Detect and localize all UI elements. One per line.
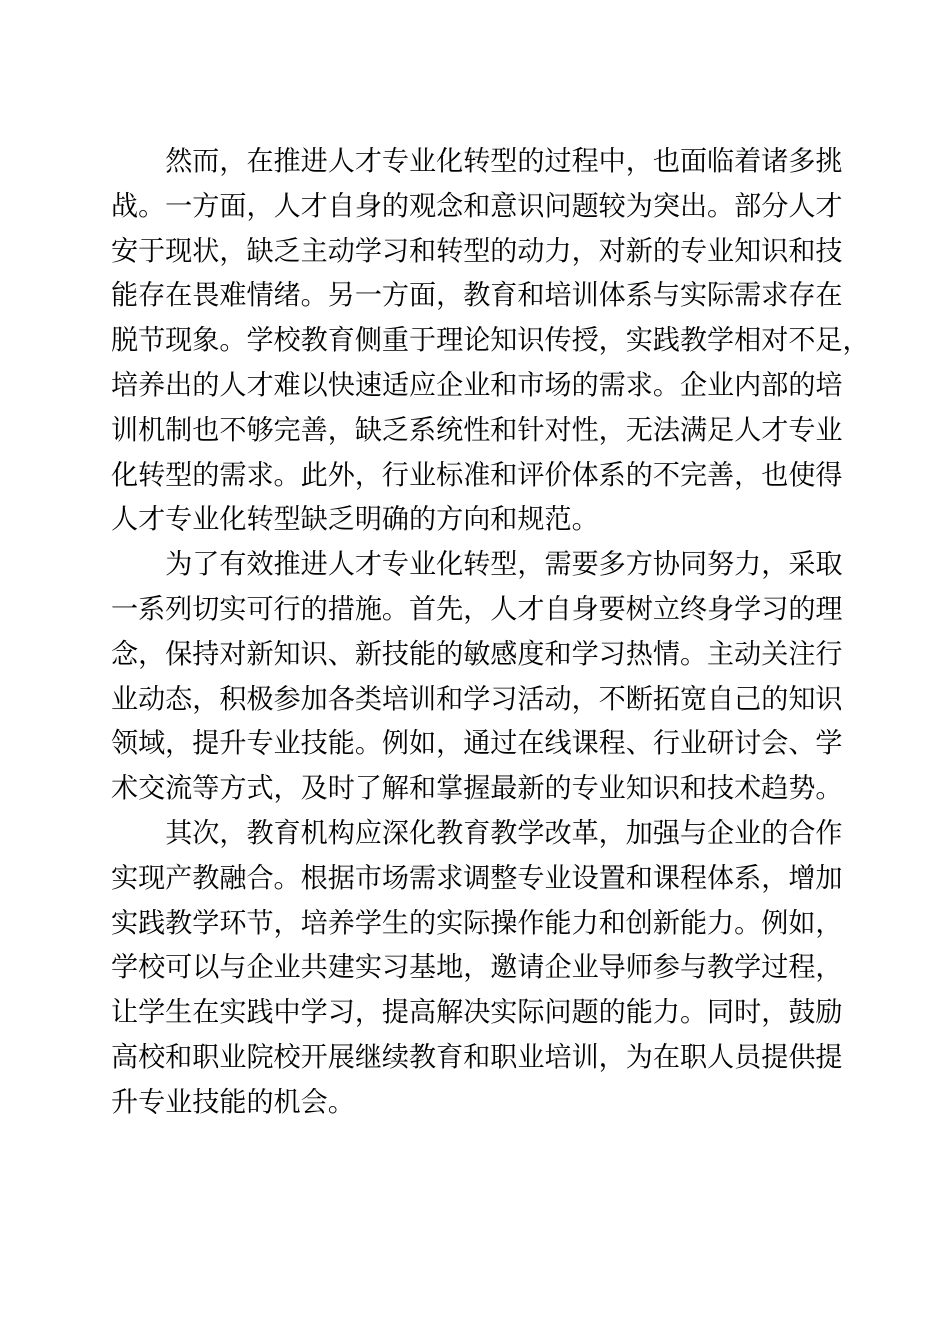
text-line: 高校和职业院校开展继续教育和职业培训，为在职人员提供提 (111, 1041, 843, 1072)
text-line: 化转型的需求。此外，行业标准和评价体系的不完善，也使得 (111, 459, 843, 490)
text-line: 念，保持对新知识、新技能的敏感度和学习热情。主动关注行 (111, 638, 843, 669)
text-line: 实现产教融合。根据市场需求调整专业设置和课程体系，增加 (111, 862, 843, 893)
text-line: 让学生在实践中学习，提高解决实际问题的能力。同时，鼓励 (111, 997, 843, 1028)
document-body (111, 139, 870, 1125)
text-line: 领域，提升专业技能。例如，通过在线课程、行业研讨会、学 (111, 728, 843, 759)
text-line: 能存在畏难情绪。另一方面，教育和培训体系与实际需求存在 (111, 280, 843, 311)
text-line: 为了有效推进人才专业化转型，需要多方协同努力，采取 (165, 549, 843, 580)
paragraph (111, 542, 843, 811)
text-line: 学校可以与企业共建实习基地，邀请企业导师参与教学过程， (111, 952, 843, 983)
text-line: 培养出的人才难以快速适应企业和市场的需求。企业内部的培 (111, 369, 843, 400)
text-line: 术交流等方式，及时了解和掌握最新的专业知识和技术趋势。 (111, 773, 843, 804)
paragraph (111, 811, 843, 1125)
text-line: 安于现状，缺乏主动学习和转型的动力，对新的专业知识和技 (111, 235, 843, 266)
text-line: 训机制也不够完善，缺乏系统性和针对性，无法满足人才专业 (111, 414, 843, 445)
text-line: 实践教学环节，培养学生的实际操作能力和创新能力。例如， (111, 907, 843, 938)
paragraph (111, 139, 870, 542)
text-line: 然而，在推进人才专业化转型的过程中，也面临着诸多挑 (165, 146, 843, 176)
text-line: 战。一方面，人才自身的观念和意识问题较为突出。部分人才 (111, 190, 843, 221)
text-line: 升专业技能的机会。 (111, 1086, 355, 1117)
text-line: 脱节现象。学校教育侧重于理论知识传授，实践教学相对不足， (111, 325, 870, 356)
text-line: 业动态，积极参加各类培训和学习活动，不断拓宽自己的知识 (111, 683, 843, 714)
text-line: 人才专业化转型缺乏明确的方向和规范。 (111, 504, 599, 535)
text-line: 一系列切实可行的措施。首先，人才自身要树立终身学习的理 (111, 593, 843, 624)
text-line: 其次，教育机构应深化教育教学改革，加强与企业的合作 (165, 817, 843, 848)
